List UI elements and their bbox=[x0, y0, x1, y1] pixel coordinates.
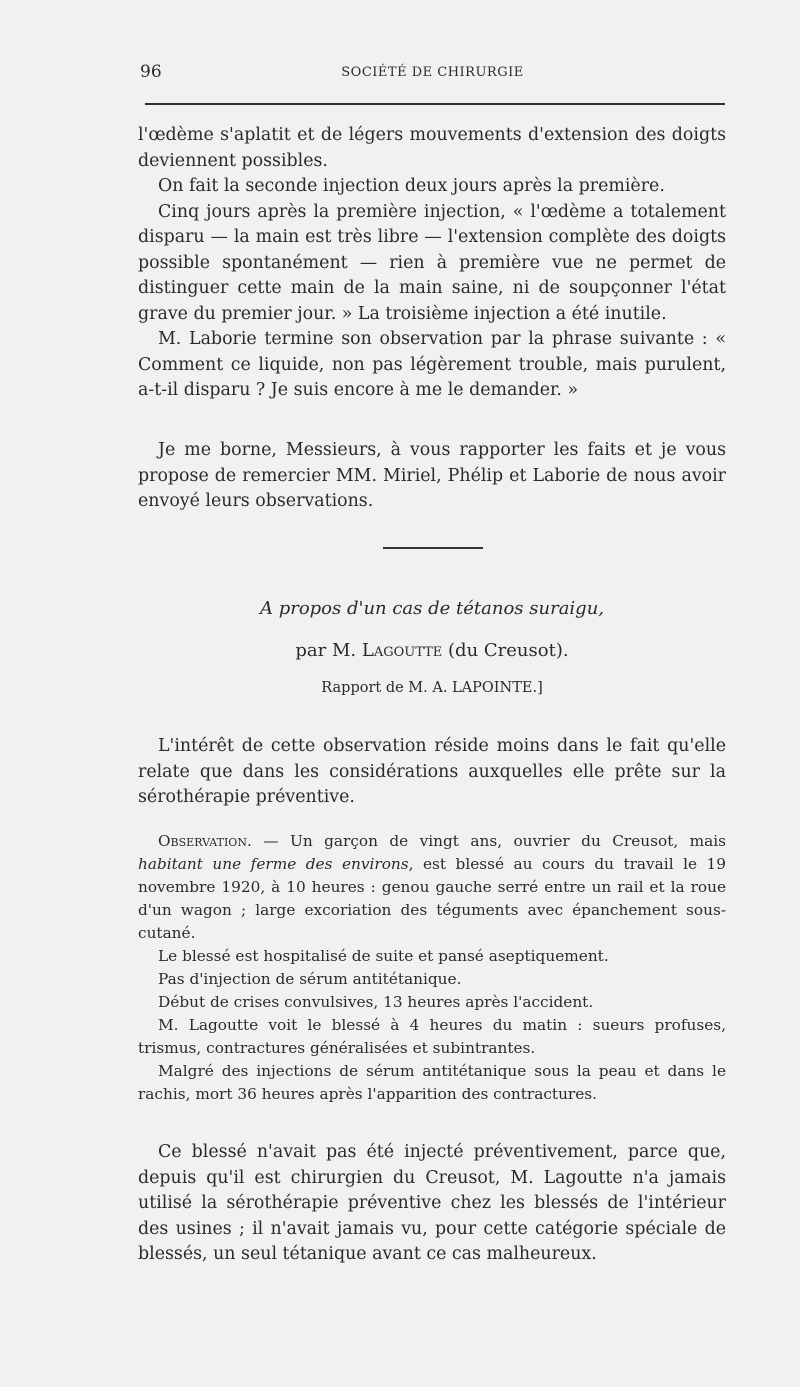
observation-paragraph bbox=[138, 830, 726, 945]
page-header bbox=[140, 62, 725, 92]
lead-section bbox=[138, 734, 726, 811]
paragraph: L'intérêt de cette observation réside moins dans le fait qu'elle relate que dans les considérations auxquelles elle prête sur la sérothérapie préventive. bbox=[138, 736, 726, 807]
observation-line: Pas d'injection de sérum antitétanique. bbox=[158, 970, 462, 988]
observation-line: M. Lagoutte voit le blessé à 4 heures du matin : sueurs profuses, trismus, contractures généralisées et subintrantes. bbox=[138, 1016, 726, 1057]
header-rule bbox=[145, 103, 725, 105]
observation-line: Malgré des injections de sérum antitétanique sous la peau et dans le rachis, mort 36 heures après l'apparition des contractures. bbox=[138, 1062, 726, 1103]
article-title: A propos d'un cas de tétanos suraigu, bbox=[259, 598, 605, 619]
paragraph: M. Laborie termine son observation par la phrase suivante : « Comment ce liquide, non pas légèrement trouble, mais purulent, a-t-il disparu ? Je suis encore à me le demander. » bbox=[138, 329, 726, 400]
observation-italic: habitant une ferme des environs bbox=[138, 855, 409, 873]
intro-section bbox=[138, 123, 726, 404]
final-section bbox=[138, 1140, 726, 1268]
observation-line: Début de crises convulsives, 13 heures après l'accident. bbox=[158, 993, 594, 1011]
paragraph: Ce blessé n'avait pas été injecté préventivement, parce que, depuis qu'il est chirurgien du Creusot, M. Lagoutte n'a jamais utilisé la sérothérapie préventive chez les blessés de l'intérieur des usines ; il n'avait jamais vu, pour cette catégorie spéciale de blessés, un seul tétanique avant ce cas malheureux. bbox=[138, 1142, 726, 1264]
observation-text: — Un garçon de vingt ans, ouvrier du Creusot, mais bbox=[251, 832, 726, 850]
observation-section bbox=[138, 830, 726, 1106]
observation-line: Le blessé est hospitalisé de suite et pansé aseptiquement. bbox=[158, 947, 609, 965]
byline-author: Lagoutte bbox=[361, 640, 443, 661]
page-number: 96 bbox=[140, 62, 162, 82]
observation-label: Observation. bbox=[158, 832, 252, 850]
section-separator bbox=[383, 547, 483, 549]
paragraph: On fait la seconde injection deux jours après la première. bbox=[158, 176, 665, 196]
paragraph: Cinq jours après la première injection, « l'œdème a totalement disparu — la main est très libre — l'extension complète des doigts possible spontanément — rien à première vue ne permet de distinguer cette main de la main saine, ni de soupçonner l'état grave du premier jour. » La troisième injection a été inutile. bbox=[138, 201, 726, 324]
paragraph: Je me borne, Messieurs, à vous rapporter les faits et je vous propose de remercier MM. Miriel, Phélip et Laborie de nous avoir envoyé leurs observations. bbox=[138, 440, 726, 511]
byline-prefix: par M. bbox=[295, 640, 357, 661]
conclusion-section bbox=[138, 438, 726, 515]
running-head: SOCIÉTÉ DE CHIRURGIE bbox=[341, 65, 524, 80]
paragraph: l'œdème s'aplatit et de légers mouvements d'extension des doigts deviennent possibles. bbox=[138, 125, 726, 171]
article-byline bbox=[138, 640, 726, 661]
observation-text: , est blessé au cours du travail le 19 novembre 1920, à 10 heures : genou gauche serré entre un rail et la roue d'un wagon ; large excoriation des téguments avec épanchement sous-cutané. bbox=[138, 855, 726, 942]
report-line: Rapport de M. A. LAPOINTE.] bbox=[321, 680, 543, 696]
byline-suffix: (du Creusot). bbox=[448, 640, 569, 661]
